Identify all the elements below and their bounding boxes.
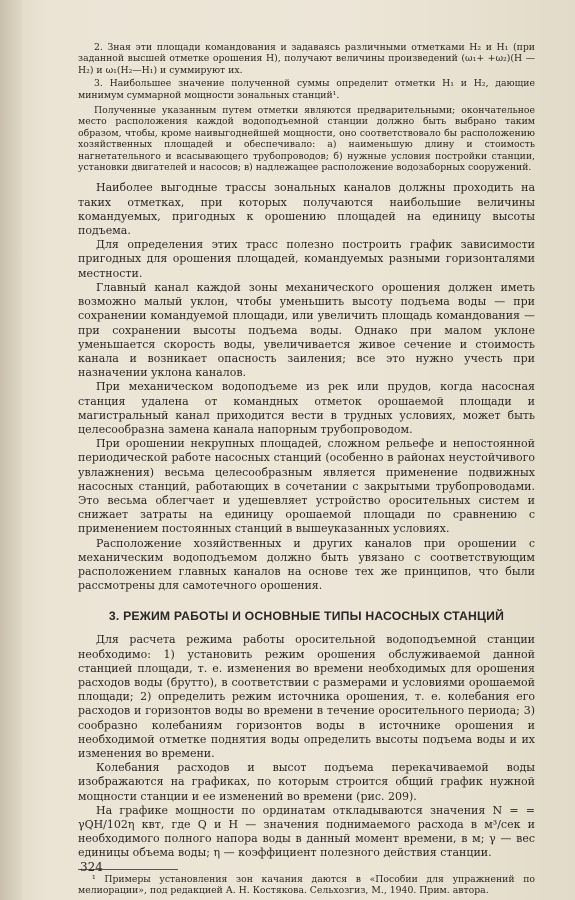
section-paragraph: Колебания расходов и высот подъема перекачиваемой воды изображаются на графиках, по которым строится общий график нужной мощности станции и ее изменений во времени (рис. 209). — [78, 761, 535, 803]
body-text-block — [78, 181, 535, 593]
footnote: ¹ Примеры установления зон качания даются в «Пособии для упражнений по мелиорации», под редакцией А. Н. Костякова. Сельхозгиз, М., 1940. Прим. автора. — [78, 873, 535, 897]
section-paragraph: На графике мощности по ординатам откладываются значения N = = γQH/102η квт, где Q и H — значения поднимаемого расхода в м³/сек и необходимого полного напора воды в данный момент времени, в м; γ — вес единицы объема воды; η — коэффициент полезного действия станции. — [78, 803, 535, 860]
small-print-block — [78, 42, 535, 173]
body-paragraph: Для определения этих трасс полезно построить график зависимости пригодных для орошения площадей, командуемых разными горизонталями местности. — [78, 238, 535, 280]
body-paragraph: Главный канал каждой зоны механического орошения должен иметь возможно малый уклон, чтобы уменьшить высоту подъема воды — при сохранении командуемой площади, или увеличить площадь командования — при сохранении высоты подъема воды. Однако при малом уклоне уменьшается скорость воды, увеличивается живое сечение и стоимость канала и возникает опасность заиления; все это нужно учесть при назначении уклона каналов. — [78, 280, 535, 380]
body-paragraph: Расположение хозяйственных и других каналов при орошении с механическим водоподъемом должно быть увязано с соответствующим расположением главных каналов на основе тех же принципов, что были рассмотрены для самотечного орошения. — [78, 536, 535, 593]
body-paragraph: При механическом водоподъеме из рек или прудов, когда насосная станция удалена от командных отметок орошаемой площади и магистральный канал приходится вести в трудных условиях, может быть целесообразна замена канала напорным трубопроводом. — [78, 380, 535, 436]
page-number: 324 — [80, 860, 103, 874]
section-text-block — [78, 633, 535, 860]
section-paragraph: Для расчета режима работы оросительной водоподъемной станции необходимо: 1) установить режим орошения обслуживаемой данной станцией площади, т. е. изменения во времени необходимых для орошения расходов воды (брутто), в соответствии с размерами и условиями орошаемой площади; 2) определить режим источника орошения, т. е. колебания его расходов и горизонтов воды во времени в течение оросительного периода; 3) сообразно колебаниям горизонтов воды в источнике орошения и необходимой отметке поднятия воды определить высоты подъема воды и их изменения во времени. — [78, 633, 535, 760]
body-paragraph: Наиболее выгодные трассы зональных каналов должны проходить на таких отметках, при которых получаются наибольшие величины командуемых, пригодных к орошению площадей на единицу высоты подъема. — [78, 181, 535, 238]
page-spine-shadow — [0, 0, 22, 900]
body-paragraph: При орошении некрупных площадей, сложном рельефе и непостоянной периодической работе насосных станций (особенно в районах неустойчивого увлажнения) весьма целесообразным является применение подвижных насосных станций, работающих в сочетании с закрытыми трубопроводами. Это весьма облегчает и удешевляет устройство оросительных систем и снижает затраты на единицу орошаемой площади по сравнению с применением постоянных станций в вышеуказанных условиях. — [78, 437, 535, 536]
small-paragraph: Полученные указанным путем отметки являются предварительными; окончательное место расположения каждой водоподъемной станции должно быть выбрано таким образом, чтобы, кроме наивыгоднейшей мощности, оно соответствовало бы расположению хозяйственных площадей и обеспечивало: а) наименьшую длину и стоимость нагнетательного и всасывающего трубопроводов; б) нужные условия постройки станции, установки двигателей и насосов; в) надлежащее расположение водозаборных сооружений. — [78, 105, 535, 174]
section-heading: 3. РЕЖИМ РАБОТЫ И ОСНОВНЫЕ ТИПЫ НАСОСНЫХ СТАНЦИЙ — [108, 609, 505, 624]
small-paragraph: 3. Наибольшее значение полученной суммы определит отметки H₁ и H₂, дающие минимум суммарной мощности зональных станций¹. — [78, 78, 535, 101]
small-paragraph: 2. Зная эти площади командования и задаваясь различными отметками H₂ и H₁ (при заданной высшей отметке орошения H), получают величины произведений (ω₁+ +ω₂)(H — H₂) и ω₁(H₂—H₁) и суммируют их. — [78, 42, 535, 76]
